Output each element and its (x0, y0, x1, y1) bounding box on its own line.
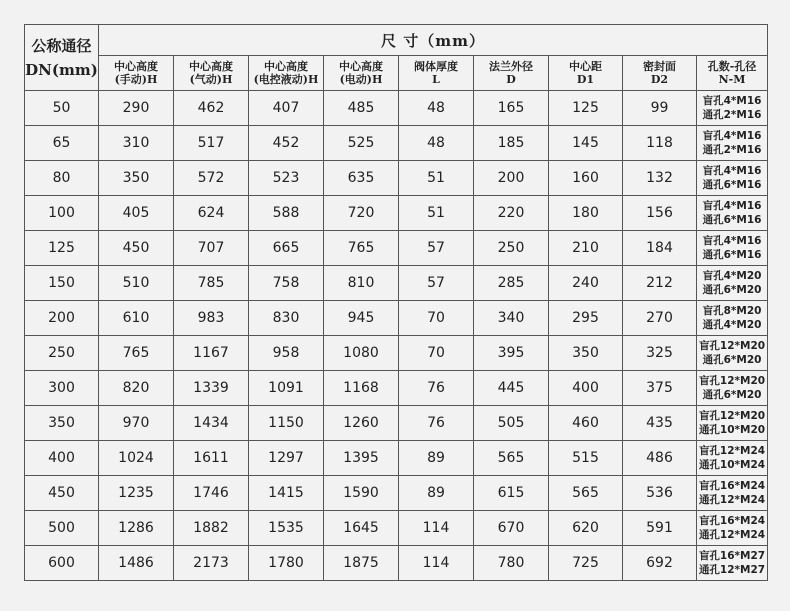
holes-spec: 盲孔12*M20 (698, 410, 766, 422)
value-cell: 785 (174, 266, 249, 301)
dn-cell: 80 (25, 161, 99, 196)
value-cell: 180 (549, 196, 623, 231)
dn-unit-label: DN(mm) (25, 60, 98, 79)
value-cell: 2173 (174, 546, 249, 581)
value-cell: 624 (174, 196, 249, 231)
table-row (25, 231, 768, 266)
value-cell: 200 (474, 161, 549, 196)
value-cell: 1235 (99, 476, 174, 511)
column-header-line1: 法兰外径 (489, 60, 533, 73)
value-cell: 1434 (174, 406, 249, 441)
column-header (474, 56, 549, 91)
value-cell: 70 (399, 301, 474, 336)
column-header (99, 56, 174, 91)
value-cell: 565 (549, 476, 623, 511)
value-cell: 1168 (324, 371, 399, 406)
value-cell: 450 (99, 231, 174, 266)
value-cell: 958 (249, 336, 324, 371)
value-cell: 820 (99, 371, 174, 406)
value-cell: 310 (99, 126, 174, 161)
value-cell: 250 (474, 231, 549, 266)
value-cell: 76 (399, 406, 474, 441)
holes-spec: 盲孔4*M16 (702, 165, 762, 177)
value-cell: 76 (399, 371, 474, 406)
value-cell: 285 (474, 266, 549, 301)
value-cell: 1415 (249, 476, 324, 511)
value-cell: 375 (623, 371, 697, 406)
value-cell: 780 (474, 546, 549, 581)
column-header-line2: N-M (718, 73, 746, 86)
value-cell: 515 (549, 441, 623, 476)
column-header-line2: D1 (576, 73, 595, 86)
value-cell: 510 (99, 266, 174, 301)
value-cell: 970 (99, 406, 174, 441)
value-cell: 1611 (174, 441, 249, 476)
holes-spec: 通孔6*M20 (702, 284, 762, 296)
value-cell: 588 (249, 196, 324, 231)
dn-cell: 125 (25, 231, 99, 266)
holes-spec: 通孔2*M16 (702, 144, 762, 156)
holes-spec: 盲孔4*M16 (702, 200, 762, 212)
table-row (25, 476, 768, 511)
dn-cell: 65 (25, 126, 99, 161)
column-header-line2: D2 (650, 73, 669, 86)
value-cell: 565 (474, 441, 549, 476)
value-cell: 517 (174, 126, 249, 161)
value-cell: 57 (399, 266, 474, 301)
table-row (25, 511, 768, 546)
value-cell: 160 (549, 161, 623, 196)
dn-cell: 250 (25, 336, 99, 371)
value-cell: 89 (399, 476, 474, 511)
value-cell: 485 (324, 91, 399, 126)
holes-spec: 通孔6*M20 (702, 389, 762, 401)
table-row (25, 161, 768, 196)
value-cell: 1260 (324, 406, 399, 441)
holes-cell (697, 301, 768, 336)
dn-cell: 500 (25, 511, 99, 546)
table-row (25, 546, 768, 581)
table-row (25, 336, 768, 371)
holes-cell (697, 371, 768, 406)
column-header (324, 56, 399, 91)
nominal-label: 公称通径 (31, 36, 92, 55)
holes-cell (697, 231, 768, 266)
value-cell: 572 (174, 161, 249, 196)
holes-cell (697, 476, 768, 511)
value-cell: 765 (99, 336, 174, 371)
value-cell: 114 (399, 511, 474, 546)
holes-cell (697, 126, 768, 161)
column-header (249, 56, 324, 91)
value-cell: 1286 (99, 511, 174, 546)
dn-cell: 100 (25, 196, 99, 231)
column-header-line1: 中心高度 (189, 60, 233, 73)
table-row (25, 406, 768, 441)
value-cell: 707 (174, 231, 249, 266)
value-cell: 350 (549, 336, 623, 371)
holes-cell (697, 546, 768, 581)
value-cell: 1645 (324, 511, 399, 546)
holes-spec: 盲孔16*M24 (698, 515, 766, 527)
holes-spec: 通孔6*M16 (702, 249, 762, 261)
value-cell: 665 (249, 231, 324, 266)
value-cell: 1024 (99, 441, 174, 476)
value-cell: 400 (549, 371, 623, 406)
value-cell: 220 (474, 196, 549, 231)
value-cell: 635 (324, 161, 399, 196)
holes-spec: 盲孔12*M20 (698, 340, 766, 352)
value-cell: 1150 (249, 406, 324, 441)
column-header-line1: 中心高度 (114, 60, 158, 73)
value-cell: 89 (399, 441, 474, 476)
holes-cell (697, 266, 768, 301)
value-cell: 1395 (324, 441, 399, 476)
value-cell: 185 (474, 126, 549, 161)
value-cell: 505 (474, 406, 549, 441)
value-cell: 462 (174, 91, 249, 126)
column-header-line2: L (432, 73, 440, 86)
column-header-line1: 中心高度 (264, 60, 308, 73)
value-cell: 692 (623, 546, 697, 581)
value-cell: 290 (99, 91, 174, 126)
holes-spec: 盲孔8*M20 (702, 305, 762, 317)
holes-spec: 盲孔12*M20 (698, 375, 766, 387)
value-cell: 1339 (174, 371, 249, 406)
value-cell: 70 (399, 336, 474, 371)
value-cell: 1091 (249, 371, 324, 406)
holes-cell (697, 441, 768, 476)
nominal-diameter-header (25, 25, 99, 91)
dn-cell: 150 (25, 266, 99, 301)
column-header-line1: 中心距 (569, 60, 602, 73)
column-header-line2: D (506, 73, 516, 86)
value-cell: 51 (399, 196, 474, 231)
holes-cell (697, 91, 768, 126)
holes-spec: 通孔12*M27 (698, 564, 766, 576)
column-header (623, 56, 697, 91)
value-cell: 395 (474, 336, 549, 371)
dimension-table-container (24, 24, 768, 581)
column-header-line1: 中心高度 (339, 60, 383, 73)
holes-spec: 通孔4*M20 (702, 319, 762, 331)
value-cell: 240 (549, 266, 623, 301)
value-cell: 830 (249, 301, 324, 336)
holes-spec: 盲孔4*M16 (702, 130, 762, 142)
value-cell: 1882 (174, 511, 249, 546)
dn-cell: 600 (25, 546, 99, 581)
column-header (549, 56, 623, 91)
value-cell: 51 (399, 161, 474, 196)
value-cell: 452 (249, 126, 324, 161)
value-cell: 670 (474, 511, 549, 546)
value-cell: 725 (549, 546, 623, 581)
value-cell: 758 (249, 266, 324, 301)
holes-spec: 通孔6*M16 (702, 214, 762, 226)
value-cell: 945 (324, 301, 399, 336)
value-cell: 405 (99, 196, 174, 231)
dn-cell: 450 (25, 476, 99, 511)
column-header (174, 56, 249, 91)
value-cell: 445 (474, 371, 549, 406)
value-cell: 1486 (99, 546, 174, 581)
value-cell: 350 (99, 161, 174, 196)
holes-spec: 盲孔12*M24 (698, 445, 766, 457)
value-cell: 615 (474, 476, 549, 511)
value-cell: 536 (623, 476, 697, 511)
value-cell: 810 (324, 266, 399, 301)
column-header-line1: 孔数-孔径 (707, 60, 757, 73)
holes-spec: 盲孔16*M24 (698, 480, 766, 492)
column-header-line2: (电控液动)H (253, 73, 319, 86)
value-cell: 591 (623, 511, 697, 546)
table-row (25, 266, 768, 301)
column-header-row (25, 56, 768, 91)
value-cell: 57 (399, 231, 474, 266)
dn-cell: 350 (25, 406, 99, 441)
holes-spec: 通孔6*M20 (702, 354, 762, 366)
value-cell: 1780 (249, 546, 324, 581)
dn-cell: 50 (25, 91, 99, 126)
table-row (25, 441, 768, 476)
holes-spec: 通孔12*M24 (698, 494, 766, 506)
table-row (25, 126, 768, 161)
column-header-line1: 密封面 (643, 60, 676, 73)
holes-cell (697, 406, 768, 441)
column-header (697, 56, 768, 91)
value-cell: 340 (474, 301, 549, 336)
value-cell: 523 (249, 161, 324, 196)
value-cell: 1297 (249, 441, 324, 476)
value-cell: 212 (623, 266, 697, 301)
dimension-table (24, 24, 768, 581)
value-cell: 620 (549, 511, 623, 546)
dn-cell: 200 (25, 301, 99, 336)
value-cell: 1590 (324, 476, 399, 511)
holes-spec: 盲孔16*M27 (698, 550, 766, 562)
holes-spec: 盲孔4*M20 (702, 270, 762, 282)
table-row (25, 91, 768, 126)
value-cell: 125 (549, 91, 623, 126)
column-header (399, 56, 474, 91)
holes-spec: 通孔12*M24 (698, 529, 766, 541)
column-header-line2: (手动)H (114, 73, 158, 86)
holes-cell (697, 196, 768, 231)
holes-spec: 盲孔4*M16 (702, 235, 762, 247)
holes-cell (697, 511, 768, 546)
holes-spec: 通孔10*M20 (698, 424, 766, 436)
value-cell: 1535 (249, 511, 324, 546)
value-cell: 1875 (324, 546, 399, 581)
value-cell: 765 (324, 231, 399, 266)
value-cell: 610 (99, 301, 174, 336)
holes-spec: 盲孔4*M16 (702, 95, 762, 107)
column-header-line1: 阀体厚度 (414, 60, 458, 73)
value-cell: 720 (324, 196, 399, 231)
value-cell: 983 (174, 301, 249, 336)
table-row (25, 371, 768, 406)
holes-spec: 通孔6*M16 (702, 179, 762, 191)
value-cell: 132 (623, 161, 697, 196)
value-cell: 1746 (174, 476, 249, 511)
value-cell: 114 (399, 546, 474, 581)
value-cell: 165 (474, 91, 549, 126)
holes-cell (697, 336, 768, 371)
value-cell: 325 (623, 336, 697, 371)
value-cell: 435 (623, 406, 697, 441)
value-cell: 460 (549, 406, 623, 441)
value-cell: 295 (549, 301, 623, 336)
value-cell: 486 (623, 441, 697, 476)
table-row (25, 301, 768, 336)
column-header-line2: (电动)H (339, 73, 383, 86)
value-cell: 210 (549, 231, 623, 266)
value-cell: 118 (623, 126, 697, 161)
dn-cell: 400 (25, 441, 99, 476)
dimensions-header: 尺 寸（mm） (99, 25, 768, 56)
table-body (25, 91, 768, 581)
value-cell: 156 (623, 196, 697, 231)
value-cell: 270 (623, 301, 697, 336)
value-cell: 48 (399, 126, 474, 161)
column-header-line2: (气动)H (189, 73, 233, 86)
value-cell: 1167 (174, 336, 249, 371)
value-cell: 525 (324, 126, 399, 161)
holes-spec: 通孔10*M24 (698, 459, 766, 471)
value-cell: 1080 (324, 336, 399, 371)
value-cell: 184 (623, 231, 697, 266)
value-cell: 99 (623, 91, 697, 126)
value-cell: 407 (249, 91, 324, 126)
holes-cell (697, 161, 768, 196)
table-row (25, 196, 768, 231)
dn-cell: 300 (25, 371, 99, 406)
value-cell: 145 (549, 126, 623, 161)
holes-spec: 通孔2*M16 (702, 109, 762, 121)
value-cell: 48 (399, 91, 474, 126)
